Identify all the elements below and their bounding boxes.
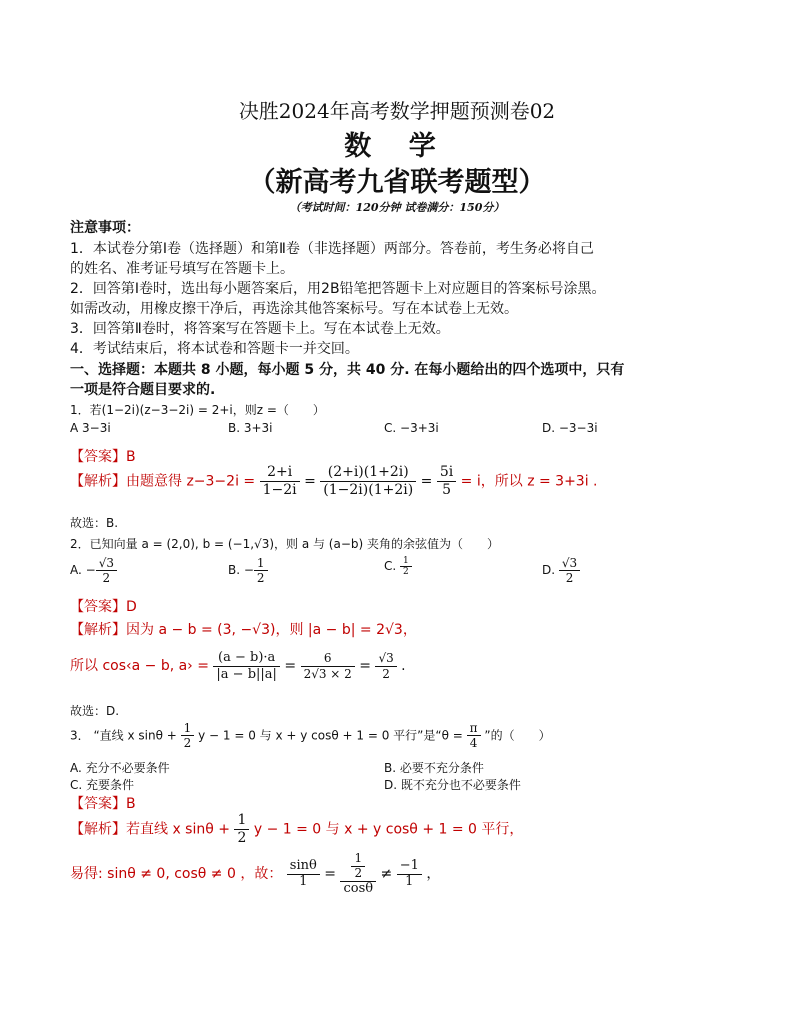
q1-f1-num: 2+i [260, 464, 300, 482]
q3-answer [70, 793, 136, 813]
paper-title: 决胜2024年高考数学押题预测卷02 [238, 99, 556, 123]
q2-analysis-2-pre: 所以 cos‹a − b, a› = [70, 658, 209, 675]
q1-fraction-3 [437, 464, 456, 499]
q3-g3-num: −1 [397, 859, 422, 875]
q3-a1-f-num: 1 [234, 812, 249, 830]
q2-f2-den: 2√3 × 2 [303, 666, 352, 681]
q2-opt-c-den: 2 [403, 567, 409, 577]
note-line-3: 2．回答第Ⅰ卷时，选出每小题答案后，用2B铅笔把答题卡上对应题目的答案标号涂黑。 [70, 281, 606, 297]
q3-stem-post: ”的（ ） [484, 728, 551, 743]
q1-f3-den: 5 [442, 481, 451, 498]
note-line-2: 的姓名、准考证号填写在答题卡上。 [70, 261, 294, 277]
conclusion-label: 故选： [70, 516, 107, 530]
q2-conclusion [70, 702, 119, 719]
q2-answer [70, 596, 137, 616]
q2-option-c [384, 556, 412, 577]
q2-opt-b-num: 1 [254, 556, 268, 571]
q2-f1-num: (a − b)·a [213, 650, 280, 667]
conclusion-label: 故选： [70, 704, 107, 718]
q2-opt-b-den: 2 [256, 571, 265, 585]
q3-g2-den: cosθ [343, 880, 374, 896]
q3-analysis-1-post: y − 1 = 0 与 x + y cosθ + 1 = 0 平行， [253, 821, 524, 838]
q3-option-b: B. 必要不充分条件 [384, 761, 484, 775]
q1-conclusion-value: B. [106, 516, 119, 530]
note-line-6: 4．考试结束后，将本试卷和答题卡一并交回。 [70, 341, 359, 357]
q1-option-a: A 3−3i [70, 421, 111, 435]
q2-f2-num: 6 [301, 651, 355, 666]
q1-analysis-post: = i，所以 z = 3+3i . [460, 473, 598, 490]
q1-f2-num: (2+i)(1+2i) [320, 464, 416, 482]
q3-analysis-1-pre: 若直线 x sinθ + [126, 821, 230, 838]
q2-conclusion-value: D. [106, 704, 120, 718]
q2-f3-num: √3 [375, 651, 396, 666]
q1-answer-value: B [126, 449, 136, 465]
section-heading-line-1: 一、选择题：本题共 8 小题，每小题 5 分，共 40 分. 在每小题给出的四个选项中，只有 [70, 362, 625, 378]
q1-answer [70, 446, 136, 466]
q2-analysis-line-2: 所以 cos‹a − b, a› = $\frac{(a - b)\cdot a}{|a - b||a|}$ = $\frac{6}{2√3 \times 2}$ = $\frac{√3}{2}$ . [70, 650, 406, 682]
q2-f1-den: |a − b||a| [216, 666, 277, 682]
q2-opt-c-pre: C. [384, 559, 397, 573]
analysis-tag: 【解析】 [70, 821, 126, 838]
q2-opt-d-pre: D. [542, 563, 556, 577]
q2-analysis-line-1 [70, 619, 417, 639]
paper-subtitle: （新高考九省联考题型） [248, 167, 546, 198]
q1-option-c: C. −3+3i [384, 421, 439, 435]
q2-opt-b-pre: B. − [228, 563, 254, 577]
q3-g2-mid: 2 [354, 865, 363, 880]
analysis-tag: 【解析】 [70, 473, 126, 490]
q1-fraction-2 [320, 464, 416, 499]
q2-option-b [228, 556, 268, 585]
note-line-1: 1．本试卷分第Ⅰ卷（选择题）和第Ⅱ卷（非选择题）两部分。答卷前，考生务必将自己 [70, 241, 594, 257]
q2-stem: 2．已知向量 a = (2,0), b = (−1,√3)，则 a 与 (a−b) 夹角的余弦值为（ ） [70, 537, 500, 551]
q3-stem-f2-den: 4 [469, 736, 478, 751]
q3-a1-f-den: 2 [237, 829, 247, 846]
q3-g1-den: 1 [299, 873, 308, 889]
notes-heading: 注意事项： [70, 220, 140, 236]
q2-opt-a-pre: A. − [70, 563, 96, 577]
q3-option-a: A. 充分不必要条件 [70, 761, 170, 775]
q1-analysis-pre: 由题意得 z−3−2i = [126, 473, 256, 490]
q3-analysis-line-2: 易得: sinθ ≠ 0, cosθ ≠ 0 ，故： $\frac{\sin\theta}{1}$ = $\frac{\frac{1}{2}}{\cos\theta}$ ≠ $\frac{-1}{1}$ ， [70, 851, 441, 896]
q2-opt-a-den: 2 [102, 571, 111, 585]
q2-opt-d-den: 2 [565, 571, 574, 585]
q2-f3-den: 2 [382, 666, 390, 681]
q1-fraction-1 [260, 464, 300, 499]
q1-f1-den: 1−2i [262, 481, 297, 498]
q3-analysis-2-pre: 易得: sinθ ≠ 0, cosθ ≠ 0 ，故： [70, 866, 283, 883]
q1-option-d: D. −3−3i [542, 421, 598, 435]
q1-option-b: B. 3+3i [228, 421, 273, 435]
subject-title: 数 学 [344, 131, 450, 162]
q3-g3-den: 1 [405, 873, 414, 889]
q3-analysis-2-post: ， [426, 866, 441, 883]
q1-stem: 1．若(1−2i)(z−3−2i) = 2+i，则z =（ ） [70, 403, 325, 417]
answer-tag: 【答案】 [70, 796, 126, 812]
exam-info: （考试时间：120分钟 试卷满分：150分） [289, 201, 505, 214]
q1-f3-num: 5i [437, 464, 456, 482]
q2-option-a [70, 556, 117, 585]
answer-tag: 【答案】 [70, 449, 126, 465]
q3-option-d: D. 既不充分也不必要条件 [384, 778, 521, 792]
q3-stem-mid: y − 1 = 0 与 x + y cosθ + 1 = 0 平行”是“θ = [198, 728, 463, 743]
q3-stem [70, 721, 551, 751]
q2-answer-value: D [126, 599, 137, 615]
q2-opt-c-num: 1 [400, 556, 412, 567]
q3-compound-fraction [340, 852, 376, 897]
q3-stem-f2-num: π [467, 721, 481, 736]
q1-f2-den: (1−2i)(1+2i) [323, 481, 414, 498]
q2-analysis-1: 因为 a − b = (3, −√3)，则 |a − b| = 2√3， [126, 622, 417, 638]
q3-g2-top: 1 [351, 852, 365, 867]
q3-answer-value: B [126, 796, 136, 812]
q2-opt-d-num: √3 [559, 556, 580, 571]
q3-stem-pre: 3． “直线 x sinθ + [70, 728, 177, 743]
analysis-tag: 【解析】 [70, 622, 126, 638]
answer-tag: 【答案】 [70, 599, 126, 615]
q3-option-c: C. 充要条件 [70, 778, 135, 792]
q3-analysis-line-1 [70, 812, 523, 847]
note-line-4: 如需改动，用橡皮擦干净后，再选涂其他答案标号。写在本试卷上无效。 [70, 301, 518, 317]
q2-option-d [542, 556, 580, 585]
q1-conclusion [70, 514, 118, 531]
q3-stem-f-num: 1 [181, 721, 195, 736]
note-line-5: 3．回答第Ⅱ卷时，将答案写在答题卡上。写在本试卷上无效。 [70, 321, 450, 337]
q3-stem-f-den: 2 [183, 736, 192, 751]
q1-analysis: 【解析】由题意得 z−3−2i = $\frac{2+i}{1-2i}$ = $\frac{(2+i)(1+2i)}{(1-2i)(1+2i)}$ = $\frac{5i}{5}$ = i，所以 z = 3+3i . [70, 464, 598, 498]
q2-opt-a-num: √3 [96, 556, 117, 571]
q3-g1-num: sinθ [287, 859, 320, 875]
section-heading-line-2: 一项是符合题目要求的. [70, 382, 216, 398]
